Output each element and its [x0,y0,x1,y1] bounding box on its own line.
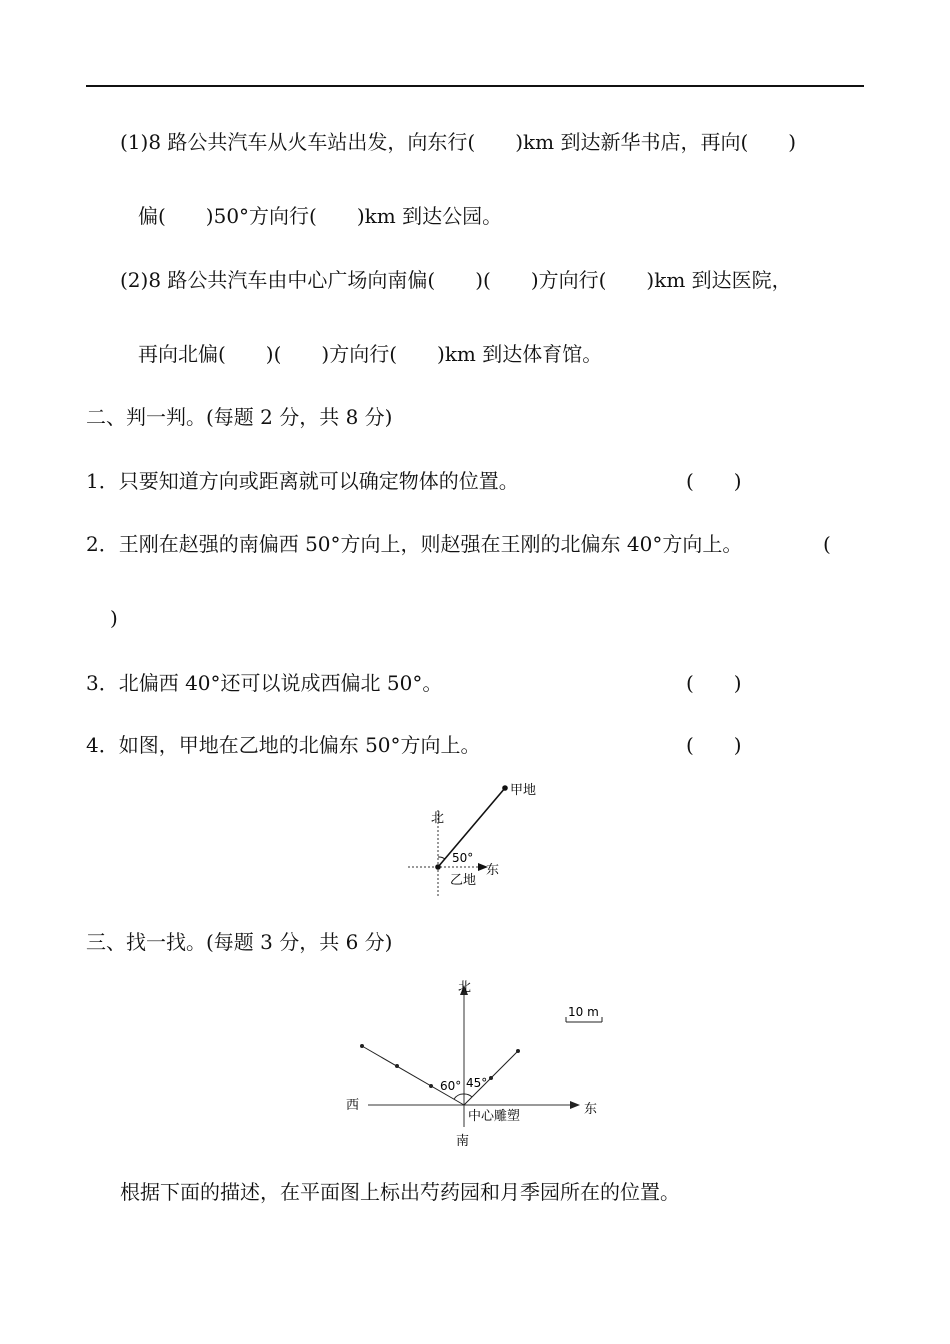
east-label-2: 东 [584,1102,598,1117]
left-ray-mid-dot-2 [429,1084,433,1088]
right-ray-mid-dot [489,1076,493,1080]
right-ray-end-dot [516,1049,520,1053]
direction-figure-1 [400,770,560,900]
q1-line2: 偏( )50°方向行( )km 到达公园。 [138,204,503,228]
left-angle-arc [454,1094,464,1099]
north-label: 北 [431,811,445,826]
judge-answer-4[interactable]: ( ) [686,733,742,757]
angle-60-label: 60° [440,1079,462,1093]
left-ray-mid-dot-1 [395,1064,399,1068]
judge-answer-1[interactable]: ( ) [686,469,742,493]
scale-label: 10 m [568,1005,599,1019]
sculpture-plan-figure [340,975,610,1150]
point-b-label: 乙地 [450,873,477,888]
point-a-label: 甲地 [510,783,537,798]
east-arrow-2 [570,1101,580,1109]
point-b-dot [435,864,441,870]
south-label: 南 [456,1134,470,1149]
top-rule [86,85,864,87]
left-ray-end-dot [360,1044,364,1048]
judge-answer-2-close[interactable]: ) [110,606,118,630]
judge-item-2: 2．王刚在赵强的南偏西 50°方向上，则赵强在王刚的北偏东 40°方向上。 [86,532,743,556]
section2-heading: 二、判一判。(每题 2 分，共 8 分) [86,405,393,429]
judge-answer-3[interactable]: ( ) [686,671,742,695]
angle-arc [438,857,445,859]
section3-heading: 三、找一找。(每题 3 分，共 6 分) [86,930,393,954]
judge-answer-2-open[interactable]: ( [823,532,831,556]
center-sculpture-label: 中心雕塑 [468,1109,521,1124]
left-ray [362,1046,464,1105]
north-label-2: 北 [458,980,472,995]
q2-line1: (2)8 路公共汽车由中心广场向南偏( )( )方向行( )km 到达医院， [120,268,792,292]
point-a-dot [502,785,508,791]
right-angle-arc [464,1094,472,1097]
q1-line1: (1)8 路公共汽车从火车站出发，向东行( )km 到达新华书店，再向( ) [120,130,797,154]
west-label: 西 [346,1098,360,1113]
judge-item-4: 4．如图，甲地在乙地的北偏东 50°方向上。 [86,733,481,757]
east-label: 东 [486,863,500,878]
judge-item-3: 3．北偏西 40°还可以说成西偏北 50°。 [86,671,443,695]
angle-45-label: 45° [466,1076,488,1090]
section3-instruction: 根据下面的描述，在平面图上标出芍药园和月季园所在的位置。 [120,1180,680,1204]
q2-line2: 再向北偏( )( )方向行( )km 到达体育馆。 [138,342,603,366]
angle-label: 50° [452,851,474,865]
judge-item-1: 1．只要知道方向或距离就可以确定物体的位置。 [86,469,519,493]
